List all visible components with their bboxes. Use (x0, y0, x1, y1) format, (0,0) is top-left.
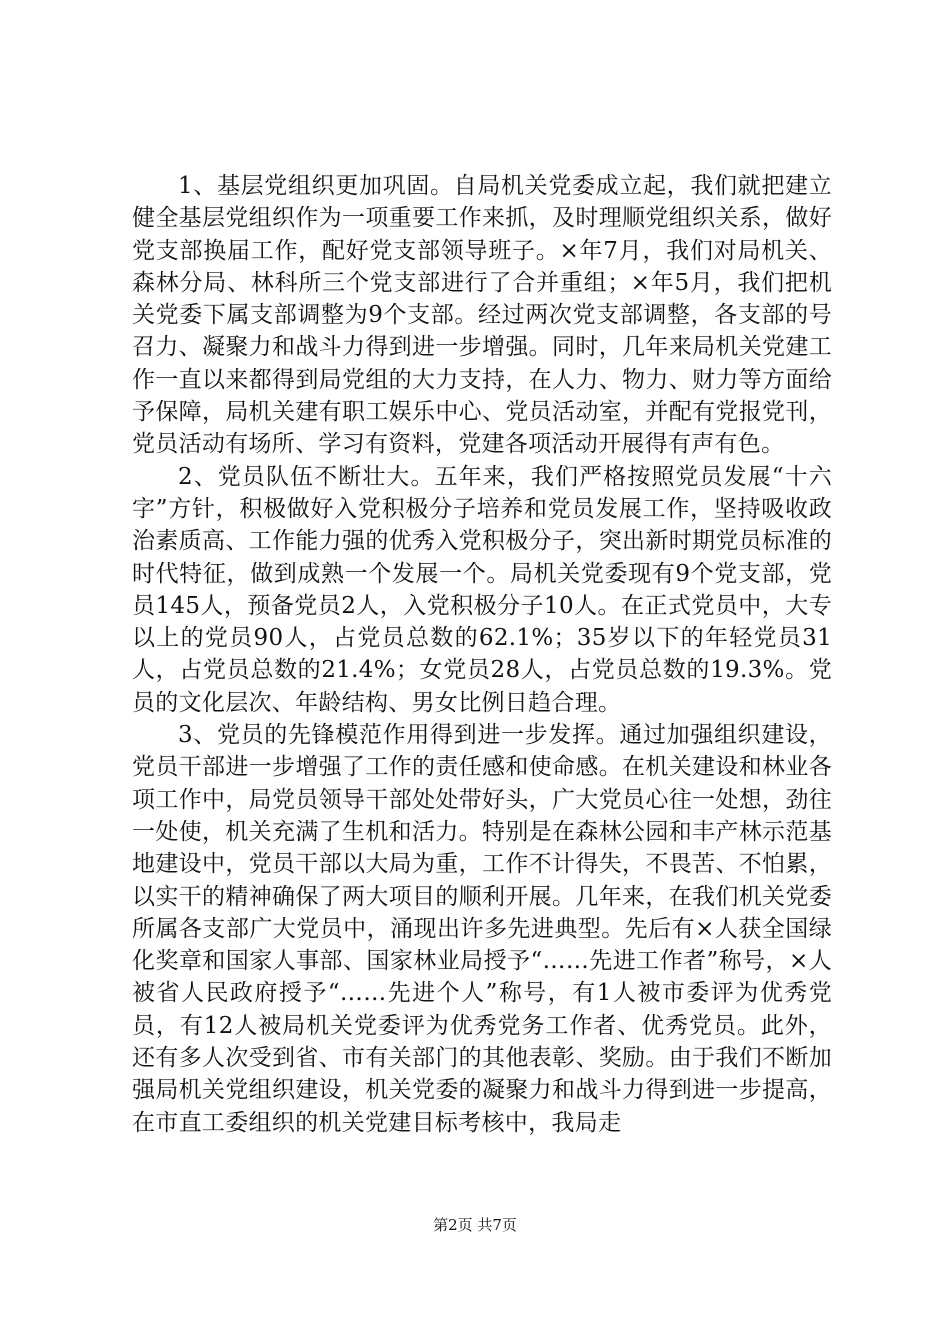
page-number-label: 第2页 共7页 (433, 1216, 517, 1234)
page-footer (0, 1215, 950, 1235)
paragraph-3: 3、党员的先锋模范作用得到进一步发挥。通过加强组织建设，党员干部进一步增强了工作的责任感和使命感。在机关建设和林业各项工作中，局党员领导干部处处带好头，广大党员心往一处想，劲往一处使，机关充满了生机和活力。特别是在森林公园和丰产林示范基地建设中，党员干部以大局为重，工作不计得失，不畏苦、不怕累，以实干的精神确保了两大项目的顺利开展。几年来，在我们机关党委所属各支部广大党员中，涌现出许多先进典型。先后有×人获全国绿化奖章和国家人事部、国家林业局授予“……先进工作者”称号，×人被省人民政府授予“……先进个人”称号，有1人被市委评为优秀党员，有12人被局机关党委评为优秀党务工作者、优秀党员。此外，还有多人次受到省、市有关部门的其他表彰、奖励。由于我们不断加强局机关党组织建设，机关党委的凝聚力和战斗力得到进一步提高，在市直工委组织的机关党建目标考核中，我局走 (132, 722, 832, 1136)
paragraph-2: 2、党员队伍不断壮大。五年来，我们严格按照党员发展“十六字”方针，积极做好入党积极分子培养和党员发展工作，坚持吸收政治素质高、工作能力强的优秀入党积极分子，突出新时期党员标准的时代特征，做到成熟一个发展一个。局机关党委现有9个党支部，党员145人，预备党员2人，入党积极分子10人。在正式党员中，大专以上的党员90人，占党员总数的62.1%；35岁以下的年轻党员31人，占党员总数的21.4%；女党员28人，占党员总数的19.3%。党员的文化层次、年龄结构、男女比例日趋合理。 (132, 463, 832, 716)
paragraph-1: 1、基层党组织更加巩固。自局机关党委成立起，我们就把建立健全基层党组织作为一项重要工作来抓，及时理顺党组织关系，做好党支部换届工作，配好党支部领导班子。×年7月，我们对局机关、森林分局、林科所三个党支部进行了合并重组；×年5月，我们把机关党委下属支部调整为9个支部。经过两次党支部调整，各支部的号召力、凝聚力和战斗力得到进一步增强。同时，几年来局机关党建工作一直以来都得到局党组的大力支持，在人力、物力、财力等方面给予保障，局机关建有职工娱乐中心、党员活动室，并配有党报党刊，党员活动有场所、学习有资料，党建各项活动开展得有声有色。 (132, 173, 832, 458)
document-body (132, 170, 832, 1139)
